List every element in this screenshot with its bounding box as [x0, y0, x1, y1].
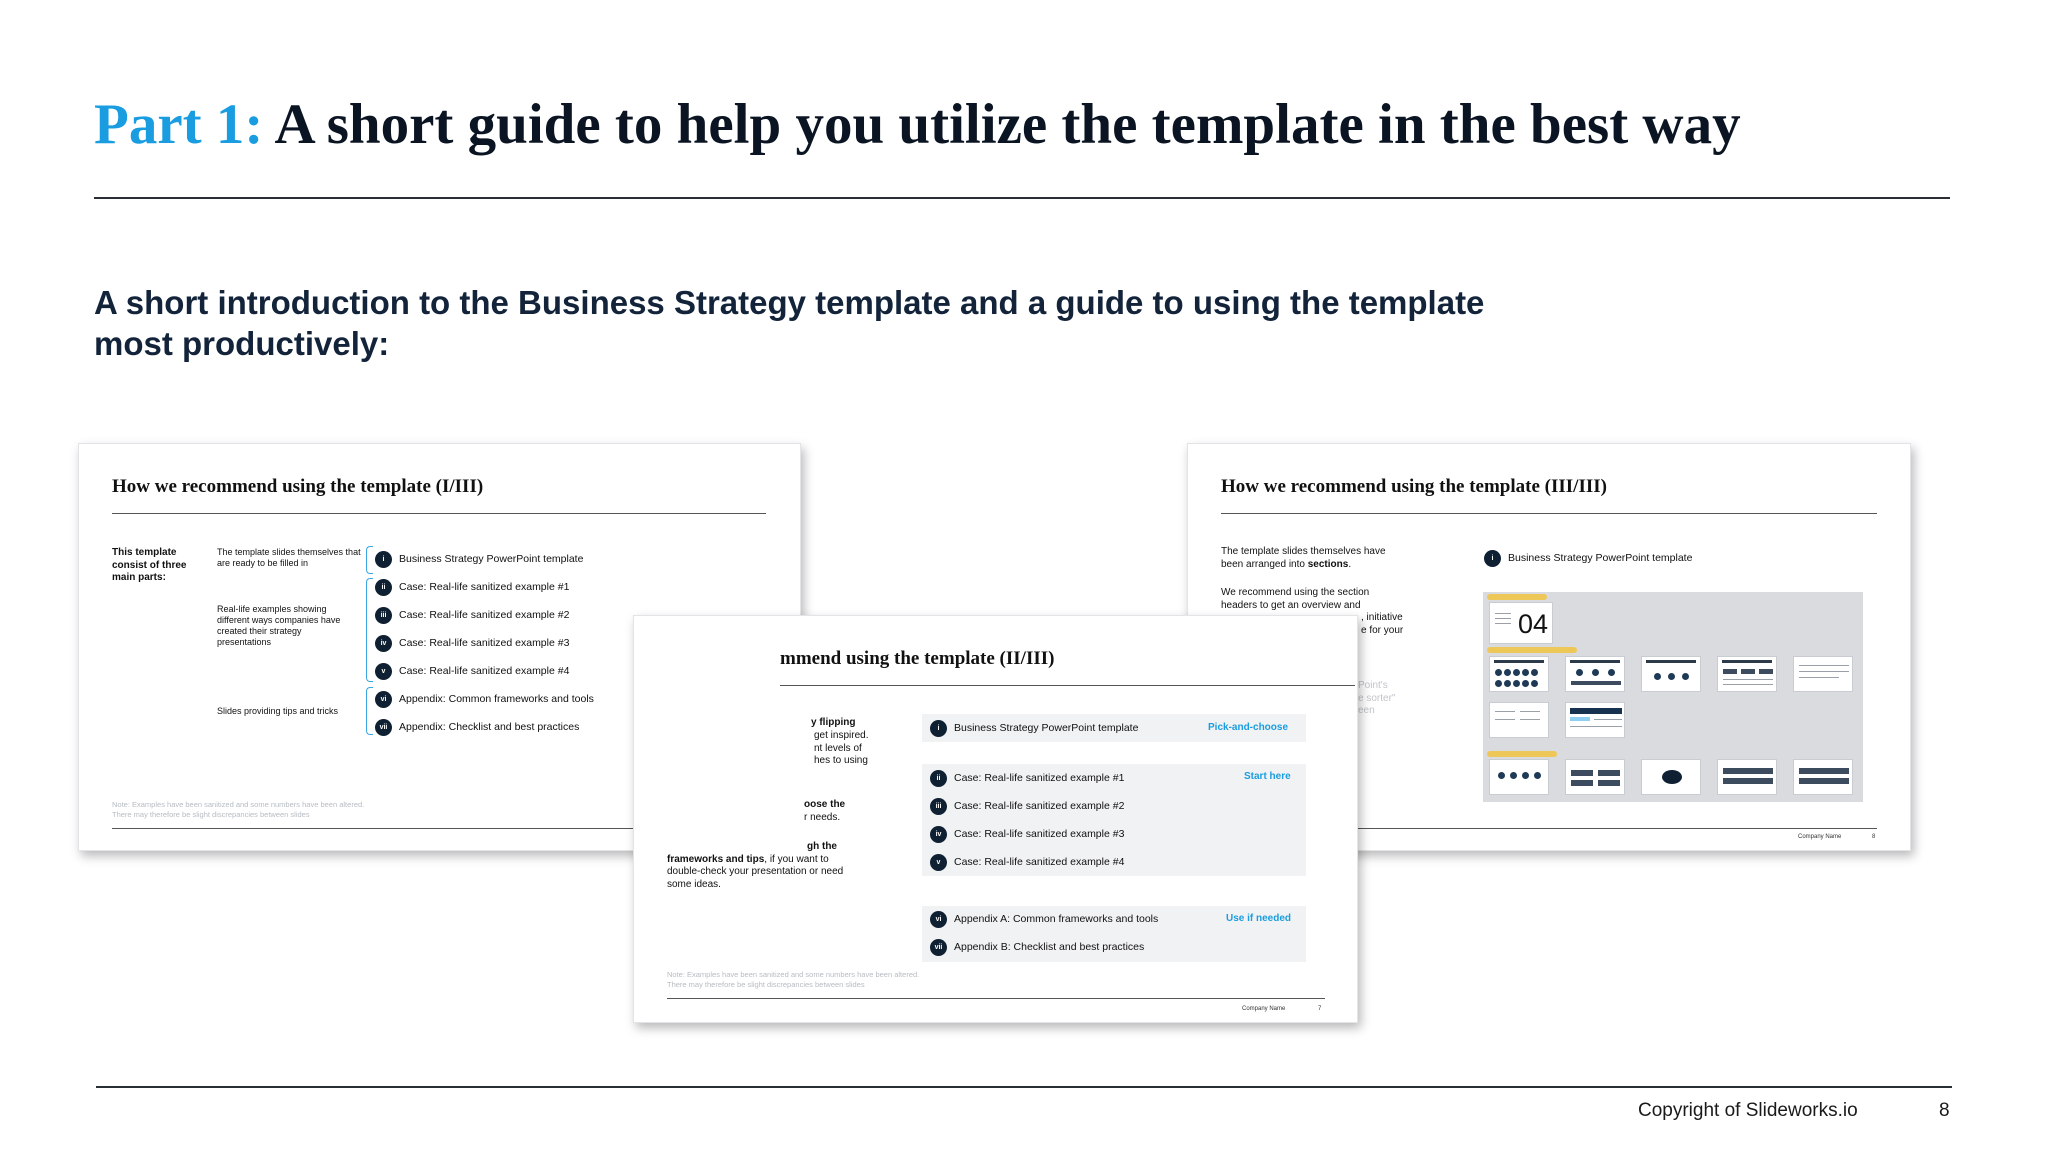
item-label: Business Strategy PowerPoint template — [399, 553, 584, 565]
slide3-company: Company Name — [1798, 834, 1842, 840]
roman-badge: i — [1484, 550, 1501, 567]
slide1-item-iii — [375, 604, 569, 626]
title-text: A short guide to help you utilize the template in the best way — [274, 93, 1741, 156]
section-header-thumb — [1489, 602, 1553, 644]
roman-badge: v — [375, 663, 392, 680]
note-line: There may therefore be slight discrepancies between slides — [667, 980, 865, 989]
slide1-title-rule — [112, 513, 766, 514]
slide3-grey-frags: Point's e sorter" een — [1358, 680, 1396, 716]
brace-group1 — [366, 546, 373, 574]
slide2-company: Company Name — [1242, 1006, 1286, 1012]
footer-divider — [96, 1086, 1952, 1088]
slide2-page: 7 — [1318, 1006, 1322, 1012]
roman-badge: v — [930, 854, 947, 871]
slide1-item-vi — [375, 688, 594, 710]
slide2-item-v — [930, 851, 1124, 873]
roman-badge: vii — [375, 719, 392, 736]
slide1-item-ii — [375, 576, 569, 598]
slide1-item-vii — [375, 716, 579, 738]
slide1-group1-desc: The template slides themselves that are ready to be filled in — [217, 547, 361, 568]
slide3-item-i — [1484, 547, 1692, 569]
roman-badge: i — [930, 720, 947, 737]
slide-mini — [1489, 702, 1549, 738]
slide1-intro: This template consist of three main parts: — [112, 547, 187, 583]
item-label: Appendix: Checklist and best practices — [399, 721, 580, 733]
slide-mini — [1793, 656, 1853, 692]
slide-mini — [1565, 656, 1625, 692]
slide-sorter-preview — [1483, 592, 1863, 802]
slide-mini — [1717, 656, 1777, 692]
slide2-item-vii — [930, 936, 1144, 958]
slide3-title: How we recommend using the template (III/III) — [1221, 476, 1607, 497]
slide1-note — [112, 800, 364, 820]
slide2-title: mmend using the template (II/III) — [780, 648, 1055, 669]
roman-badge: iii — [930, 798, 947, 815]
roman-badge: vi — [930, 911, 947, 928]
slide3-title-rule — [1221, 513, 1877, 514]
slide2-frag-d: gh the frameworks and tips, if you want to double-check your presentation or need some ideas. — [667, 841, 844, 890]
item-label: Appendix: Common frameworks and tools — [399, 693, 594, 705]
slide1-title: How we recommend using the template (I/III) — [112, 476, 484, 497]
section-marker — [1487, 751, 1557, 757]
slide2-note — [667, 970, 919, 990]
item-label: Business Strategy PowerPoint template — [1508, 552, 1693, 564]
item-label: Case: Real-life sanitized example #3 — [954, 828, 1125, 840]
slide-mini — [1565, 759, 1625, 795]
tag-pick-and-choose: Pick-and-choose — [1208, 722, 1289, 733]
page-number: 8 — [1939, 1100, 1950, 1121]
item-label: Case: Real-life sanitized example #2 — [954, 800, 1125, 812]
slide-mini — [1489, 759, 1549, 795]
roman-badge: i — [375, 551, 392, 568]
slide1-item-v — [375, 660, 569, 682]
slide3-page: 8 — [1872, 834, 1876, 840]
slide-mini — [1641, 759, 1701, 795]
roman-badge: ii — [930, 770, 947, 787]
slide2-item-i — [930, 717, 1138, 739]
slide2-item-vi — [930, 908, 1158, 930]
item-label: Case: Real-life sanitized example #1 — [399, 581, 570, 593]
item-label: Case: Real-life sanitized example #3 — [399, 637, 570, 649]
slide1-item-i — [375, 548, 583, 570]
item-label: Appendix A: Common frameworks and tools — [954, 913, 1159, 925]
slide2-item-iii — [930, 795, 1124, 817]
section-marker — [1487, 594, 1547, 600]
subtitle: A short introduction to the Business Strategy template and a guide to using the template most productively: — [94, 284, 1485, 362]
tag-use-if-needed: Use if needed — [1226, 913, 1292, 924]
slide-mini — [1793, 759, 1853, 795]
slide2-frag-b: get inspired. nt levels of hes to using — [814, 730, 869, 766]
slide-mini — [1489, 656, 1549, 692]
slide-thumbnail-2[interactable] — [633, 615, 1358, 1023]
section-number: 04 — [1518, 609, 1549, 639]
note-line: There may therefore be slight discrepancies between slides — [112, 810, 310, 819]
note-line: Note: Examples have been sanitized and some numbers have been altered. — [667, 970, 920, 979]
slide1-group3-desc: Slides providing tips and tricks — [217, 706, 339, 716]
slide1-item-iv — [375, 632, 569, 654]
section-marker — [1487, 647, 1577, 653]
part-label: Part 1: — [94, 93, 264, 156]
roman-badge: iv — [375, 635, 392, 652]
note-line: Note: Examples have been sanitized and some numbers have been altered. — [112, 800, 365, 809]
item-label: Case: Real-life sanitized example #1 — [954, 772, 1125, 784]
item-label: Appendix B: Checklist and best practices — [954, 941, 1145, 953]
slide2-frag-c: oose the r needs. — [804, 799, 846, 823]
slide2-item-iv — [930, 823, 1124, 845]
brace-group2 — [366, 578, 373, 682]
slide2-title-rule — [780, 685, 1355, 686]
page-title — [94, 92, 1741, 157]
slide1-group2-desc: Real-life examples showing different ways companies have created their strategy presentations — [217, 604, 341, 647]
copyright-text: Copyright of Slideworks.io — [1638, 1100, 1858, 1121]
item-label: Case: Real-life sanitized example #2 — [399, 609, 570, 621]
slide-mini — [1717, 759, 1777, 795]
slide-mini — [1641, 656, 1701, 692]
slide-mini — [1565, 702, 1625, 738]
item-label: Case: Real-life sanitized example #4 — [399, 665, 570, 677]
slide3-para2-frag: , initiative e for your — [1361, 612, 1404, 636]
tag-start-here: Start here — [1244, 771, 1291, 782]
title-divider — [94, 197, 1950, 199]
roman-badge: vi — [375, 691, 392, 708]
slide2-footer-rule — [667, 998, 1325, 999]
item-label: Case: Real-life sanitized example #4 — [954, 856, 1125, 868]
roman-badge: ii — [375, 579, 392, 596]
brace-group3 — [366, 687, 373, 735]
slide3-para2: We recommend using the section headers to get an overview and — [1221, 587, 1370, 611]
roman-badge: iv — [930, 826, 947, 843]
roman-badge: iii — [375, 607, 392, 624]
slide2-item-ii — [930, 767, 1124, 789]
slide2-frag-a: y flipping — [811, 717, 856, 728]
roman-badge: vii — [930, 939, 947, 956]
slide3-para1: The template slides themselves have been arranged into sections. — [1221, 546, 1386, 570]
item-label: Business Strategy PowerPoint template — [954, 722, 1139, 734]
